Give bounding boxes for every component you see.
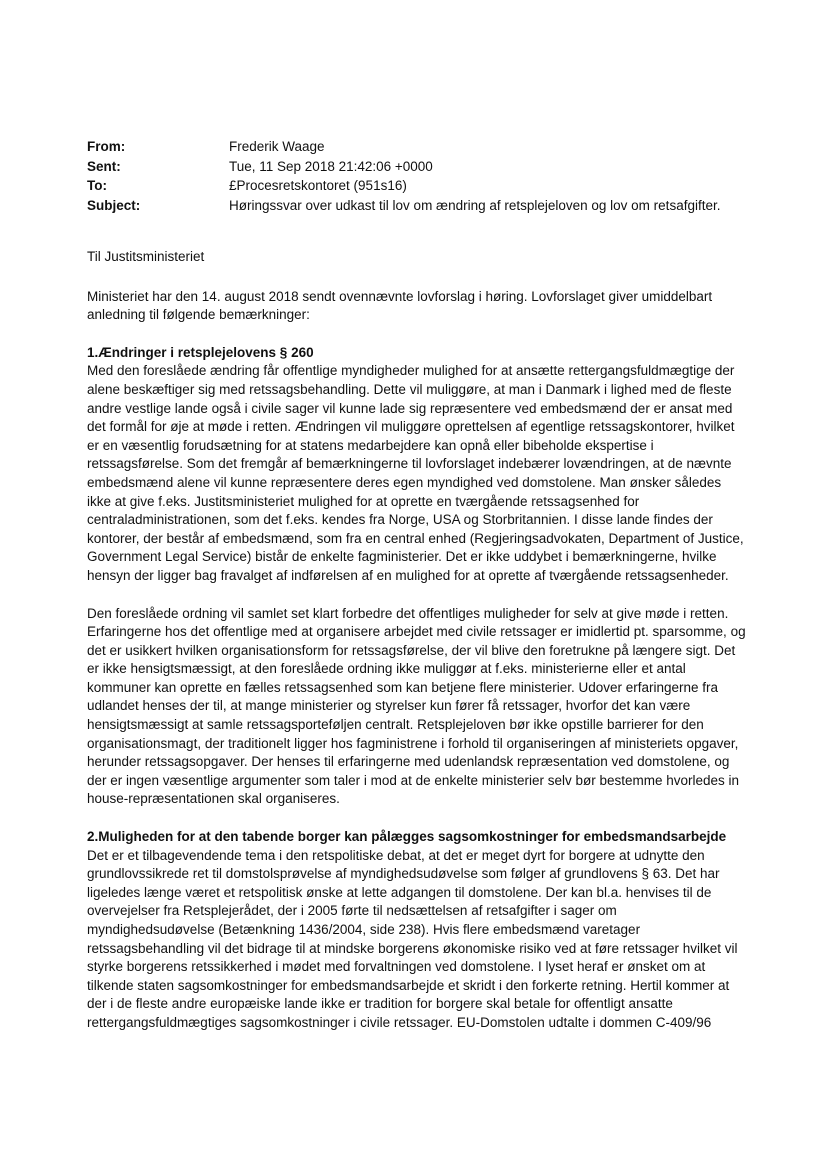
email-header [87, 137, 807, 215]
to-row [87, 176, 807, 196]
section-1-paragraph-1: Med den foreslåede ændring får offentlige myndigheder mulighed for at ansætte rettergangsfuldmægtige der alene beskæftiger sig med retssagsbehandling. Dette vil muliggøre, at man i Danmark i lighed med de fleste andre vestlige lande også i civile sager vil kunne lade sig repræsentere ved embedsmænd der er ansat med det formål for øje at møde i retten. Ændringen vil muliggøre oprettelsen af egentlige retssagskontorer, hvilket er en væsentlig forudsætning for at statens medarbejdere kan opnå eller bibeholde ekspertise i retssagsførelse. Som det fremgår af bemærkningerne til lovforslaget indebærer lovændringen, at de nævnte embedsmænd alene vil kunne repræsentere deres egen myndighed ved domstolene. Man ønsker således ikke at give f.eks. Justitsministeriet mulighed for at oprette en tværgående retssagsenhed for centraladministrationen, som det f.eks. kendes fra Norge, USA og Storbritannien. I disse lande findes der kontorer, der består af embedsmænd, som fra en central enhed (Regjeringsadvokaten, Department of Justice, Government Legal Service) bistår de enkelte fagministerier. Det er ikke uddybet i bemærkningerne, hvilke hensyn der ligger bag fravalget af indførelsen af en mulighed for at oprette af tværgående retssagsenheder. [87, 363, 744, 583]
sent-label: Sent: [87, 158, 121, 174]
subject-value: Høringssvar over udkast til lov om ændring af retsplejeloven og lov om retsafgifter. [229, 197, 721, 213]
greeting: Til Justitsministeriet [87, 249, 205, 264]
from-value: Frederik Waage [229, 139, 325, 154]
sent-row [87, 157, 807, 177]
section-1-paragraph-2: Den foreslåede ordning vil samlet set klart forbedre det offentliges muligheder for selv at give møde i retten. Erfaringerne hos det offentlige med at organisere arbejdet med civile retssager er imidlertid pt. sparsomme, og det er usikkert hvilken organisationsform for retssagsførelse, der vil blive den foretrukne på længere sigt. Det er ikke hensigtsmæssigt, at den foreslåede ordning ikke muliggør at f.eks. ministerierne eller et antal kommuner kan oprette en fælles retssagsenhed som kan betjene flere ministerier. Udover erfaringerne fra udlandet henses der til, at mange ministerier og styrelser kun fører få retssager, hvorfor det kan være hensigtsmæssigt at samle retssagsporteføljen centralt. Retsplejeloven bør ikke opstille barrierer for den organisationsmagt, der traditionelt ligger hos fagministrene i forhold til organiseringen af ministeriets opgaver, herunder retssagsopgaver. Der henses til erfaringerne med udenlandsk repræsentation ved domstolene, og der er ingen væsentlige argumenter som taler i mod at de enkelte ministerier selv bør bestemme hvorledes in house-repræsentationen skal organiseres. [87, 605, 746, 807]
to-label: To: [87, 178, 107, 193]
subject-label: Subject: [87, 197, 141, 213]
subject-row [87, 196, 807, 216]
section-2-paragraph-1: Det er et tilbagevendende tema i den retspolitiske debat, at det er meget dyrt for borgere at udnytte den grundlovssikrede ret til domstolsprøvelse af myndighedsudøvelse som følger af grundlovens § 63. Det har ligeledes længe været et retspolitisk ønske at lette adgangen til domstolene. Der kan bl.a. henvises til de overvejelser fra Retsplejerådet, der i 2005 førte til nedsættelsen af retsafgifter i sager om myndighedsudøvelse (Betænkning 1436/2004, side 238). Hvis flere embedsmænd varetager retssagsbehandling vil det bidrage til at mindske borgerens økonomiske risiko ved at føre retssager hvilket vil styrke borgerens retssikkerhed i mødet med forvaltningen ved domstolene. I lyset heraf er ønsket om at tilkende staten sagsomkostninger for embedsmandsarbejde et skridt i den forkerte retning. Hertil kommer at der i de fleste andre europæiske lande ikke er tradition for borgere skal betale for offentligt ansatte rettergangsfuldmægtiges sagsomkostninger i civile retssager. EU-Domstolen udtalte i dommen C-409/96 [87, 847, 738, 1030]
to-value: £Procesretskontoret (951s16) [229, 178, 407, 193]
intro-paragraph: Ministeriet har den 14. august 2018 sendt ovennævnte lovforslag i høring. Lovforslaget giver umiddelbart anledning til følgende bemærkninger: [87, 288, 713, 323]
letter-body [87, 248, 747, 1052]
section-2-heading: 2.Muligheden for at den tabende borger kan pålægges sagsomkostninger for embedsmandsarbejde [87, 829, 727, 845]
from-row [87, 137, 807, 157]
sent-value: Tue, 11 Sep 2018 21:42:06 +0000 [229, 158, 433, 174]
section-1-heading: 1.Ændringer i retsplejelovens § 260 [87, 344, 314, 360]
from-label: From: [87, 139, 126, 154]
